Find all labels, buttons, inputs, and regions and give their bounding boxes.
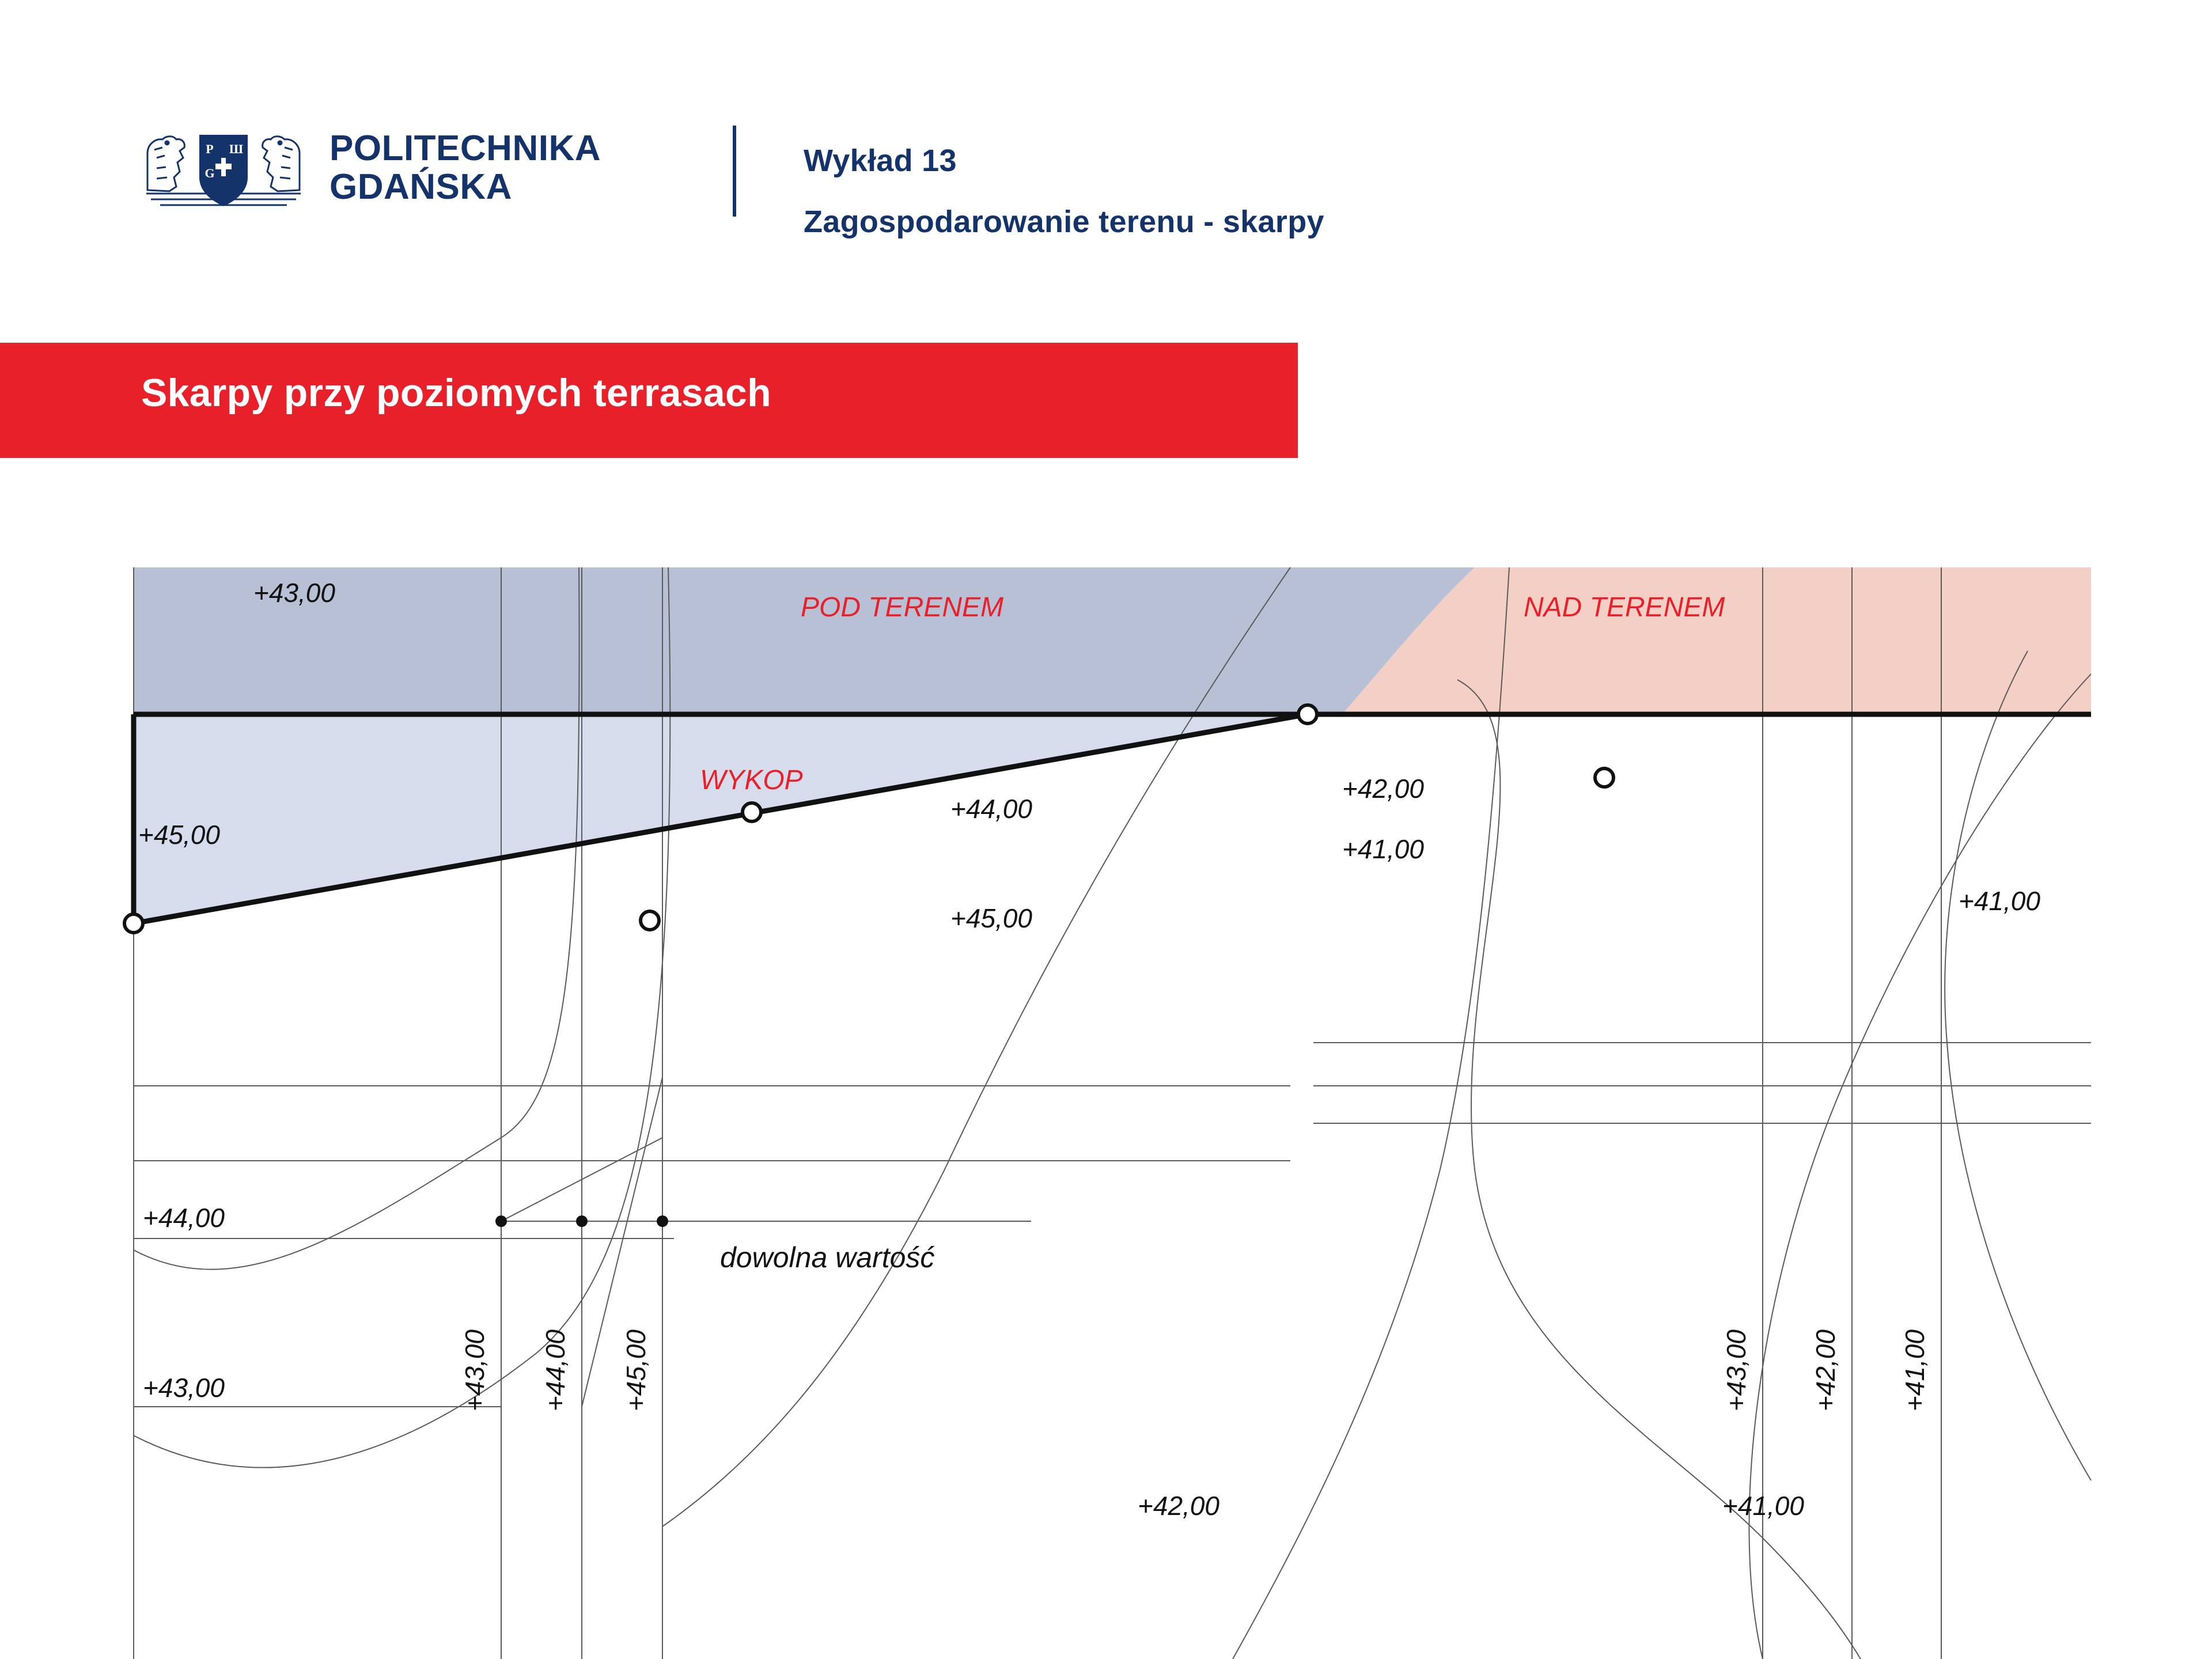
terrain-slope-diagram [0, 536, 2212, 1659]
label-arbitrary-value: dowolna wartość [720, 1241, 935, 1274]
label-right-42: +42,00 [1342, 774, 1424, 804]
svg-text:P: P [206, 142, 214, 156]
node-slope-mid [743, 803, 761, 821]
university-logo-block [137, 122, 601, 214]
label-vertical-right-43: +43,00 [1721, 1330, 1751, 1411]
lecture-subject: Zagospodarowanie terenu - skarpy [804, 204, 1324, 239]
node-left-bottom [124, 914, 143, 933]
label-left-43: +43,00 [143, 1373, 225, 1403]
label-right-41: +41,00 [1342, 834, 1424, 864]
lecture-number: Wykład 13 [804, 143, 957, 178]
slide-header [0, 0, 2212, 300]
node-slope-top [1298, 705, 1317, 724]
node-interp [641, 911, 659, 930]
label-slope-44: +44,00 [950, 794, 1032, 824]
university-name-line1: POLITECHNIKA [329, 128, 601, 169]
label-far-right-41: +41,00 [1959, 886, 2040, 916]
section-title: Skarpy przy poziomych terrasach [141, 371, 771, 415]
label-zone-excavation: WYKOP [700, 765, 803, 796]
section-banner [0, 343, 1298, 458]
node-right [1595, 768, 1613, 787]
label-vertical-left-43: +43,00 [460, 1330, 490, 1411]
header-title-block [804, 143, 1324, 240]
label-left-44: +44,00 [143, 1203, 225, 1233]
label-vertical-right-41: +41,00 [1900, 1330, 1930, 1411]
label-top-left-level: +43,00 [253, 578, 335, 608]
diagram-canvas [0, 536, 2212, 1659]
label-mid-45: +45,00 [950, 903, 1032, 933]
zone-above-terrain-area [1342, 567, 2091, 714]
label-zone-under-terrain: POD TERENEM [801, 592, 1004, 623]
university-name-line2: GDAŃSKA [329, 167, 512, 207]
university-wordmark [329, 130, 601, 207]
header-divider [733, 126, 736, 217]
contour-curve-42 [1233, 567, 1509, 1659]
label-vertical-right-42: +42,00 [1810, 1330, 1840, 1411]
dot-v3 [657, 1215, 668, 1227]
label-zone-above-terrain: NAD TERENEM [1524, 592, 1725, 623]
label-bottom-center-42: +42,00 [1138, 1491, 1219, 1521]
label-bottom-right-41: +41,00 [1722, 1491, 1804, 1521]
svg-text:Ш: Ш [229, 142, 244, 156]
label-left-edge-45: +45,00 [138, 820, 220, 850]
dot-v2 [576, 1215, 588, 1227]
pg-crest-icon [137, 122, 310, 214]
label-vertical-left-45: +45,00 [621, 1330, 651, 1411]
label-vertical-left-44: +44,00 [540, 1330, 570, 1411]
contour-curve-41b [1945, 651, 2091, 1480]
svg-text:G: G [204, 166, 215, 180]
dot-v1 [495, 1215, 507, 1227]
